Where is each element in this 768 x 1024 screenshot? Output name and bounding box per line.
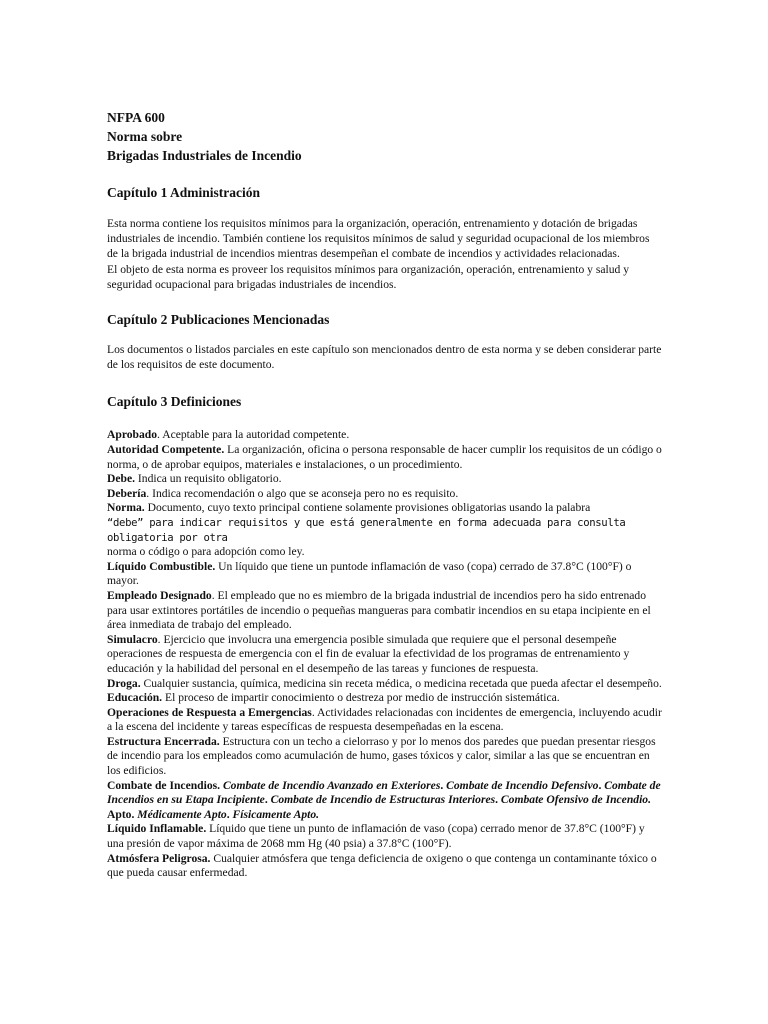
definition-subterm: Combate de Incendios en su Etapa Incipiente — [107, 778, 661, 807]
chapter-2-paragraph: Los documentos o listados parciales en este capítulo son mencionados dentro de esta norma y se deben considerar parte de los requisitos de este documento. — [107, 343, 662, 372]
definitions-list — [107, 428, 663, 880]
definition-liquido-combustible — [107, 560, 663, 589]
definition-text: . Ejercicio que involucra una emergencia posible simulada que requiere que el personal desempeñe operaciones de respuesta de emergencia con el fin de evaluar la efectividad de los programas de entrenamiento y educación y la habilidad del personal en el desempeño de las tareas y funciones de respuesta. — [107, 632, 630, 675]
definition-text: . Indica recomendación o algo que se aconseja pero no es requisito. — [146, 486, 459, 500]
definition-term: Empleado Designado — [107, 588, 212, 602]
definition-estructura-encerrada — [107, 735, 663, 779]
definition-text: norma o código o para adopción como ley. — [107, 545, 305, 559]
definition-subterm: Combate de Incendio Avanzado en Exteriores — [222, 778, 441, 792]
definition-term: Norma. — [107, 501, 145, 515]
definition-separator: . — [495, 793, 501, 807]
definition-simulacro — [107, 633, 663, 677]
definition-aprobado — [107, 428, 663, 443]
definition-term: Estructura Encerrada. — [107, 734, 220, 748]
definition-combate-incendios — [107, 779, 663, 808]
definition-atmosfera-peligrosa — [107, 852, 663, 881]
chapter-1-body — [107, 216, 663, 292]
chapter-3-heading: Capítulo 3 Definiciones — [107, 394, 242, 410]
definition-separator: . — [440, 778, 447, 792]
definition-subterm: Combate Ofensivo de Incendio. — [500, 793, 651, 807]
definition-debe — [107, 472, 663, 487]
definition-separator: . — [598, 778, 605, 792]
definition-subterm: Combate de Incendio Defensivo — [446, 778, 599, 792]
definition-term: Debería — [107, 486, 147, 500]
standard-title: Brigadas Industriales de Incendio — [107, 148, 302, 163]
standard-number: NFPA 600 — [107, 110, 165, 125]
definition-term: Combate de Incendios. — [107, 778, 221, 792]
definition-term: Apto. — [107, 807, 135, 821]
definition-subterm: Combate de Incendio de Estructuras Interiores — [270, 793, 496, 807]
definition-term: Debe. — [107, 472, 136, 486]
definition-term: Líquido Combustible. — [107, 559, 216, 573]
definition-apto — [107, 808, 663, 823]
definition-subterm: Médicamente Apto — [137, 807, 227, 821]
definition-subterm: Físicamente Apto. — [232, 807, 320, 821]
definition-text: Documento, cuyo texto principal contiene solamente provisiones obligatorias usando la palabra — [144, 501, 591, 515]
definition-empleado-designado — [107, 589, 663, 633]
definition-text: . Aceptable para la autoridad competente. — [157, 428, 350, 442]
definition-text: Indica un requisito obligatorio. — [135, 472, 282, 486]
document-title-block — [107, 108, 663, 165]
chapter-2-body — [107, 342, 663, 372]
chapter-1-heading: Capítulo 1 Administración — [107, 185, 261, 200]
chapter-1-paragraph: Esta norma contiene los requisitos mínimos para la organización, operación, entrenamiento y dotación de brigadas industriales de incendio. También contiene los requisitos mínimos de salud y seguridad ocupacional de los miembros de la brigada industrial de incendios mientras desempeñan el combate de incendios y actividades relacionadas. — [107, 217, 650, 261]
definition-term: Educación. — [107, 691, 163, 705]
definition-term: Simulacro — [107, 632, 158, 646]
definition-text: Líquido que tiene un punto de inflamación de vaso (copa) cerrado menor de 37.8°C (100°F) y una presión de vapor máxima de 2068 mm Hg (40 psia) a 37.8°C (100°F). — [107, 822, 645, 851]
definition-autoridad-competente — [107, 443, 663, 472]
definition-separator: . — [226, 807, 233, 821]
definition-text: El proceso de impartir conocimiento o destreza por medio de instrucción sistemática. — [162, 691, 560, 705]
definition-text: Estructura con un techo a cielorraso y por lo menos dos paredes que puedan presentar riesgos de incendio para los empleados como acumulación de humo, gases tóxicos y calor, similar a las que se encuentran en los edificios. — [107, 734, 656, 778]
standard-subtitle: Norma sobre — [107, 129, 183, 144]
definition-liquido-inflamable — [107, 822, 663, 851]
definition-deberia — [107, 487, 663, 502]
definition-separator: . — [264, 793, 271, 807]
definition-text: La organización, oficina o persona responsable de hacer cumplir los requisitos de un código o norma, o de aprobar equipos, materiales e instalaciones, o un procedimiento. — [107, 443, 662, 471]
definition-term: Operaciones de Respuesta a Emergencias — [107, 705, 312, 719]
definition-term: Atmósfera Peligrosa. — [107, 851, 211, 865]
document-page — [107, 108, 663, 881]
definition-norma — [107, 501, 663, 559]
definition-text: . Actividades relacionadas con incidentes de emergencia, incluyendo acudir a la escena del incidente y tareas específicas de respuesta desempeñadas en la escena. — [107, 705, 662, 734]
definition-operaciones-respuesta — [107, 706, 663, 735]
definition-term: Líquido Inflamable. — [107, 822, 207, 836]
definition-text: “debe” para indicar requisitos y que está generalmente en forma adecuada para consulta obligatoria por otra — [107, 516, 626, 544]
definition-term: Droga. — [107, 676, 141, 690]
definition-text: Un líquido que tiene un puntode inflamación de vaso (copa) cerrado de 37.8°C (100°F) o mayor. — [107, 559, 632, 588]
definition-text: Cualquier sustancia, química, medicina sin receta médica, o medicina recetada que pueda afectar el desempeño. — [140, 676, 662, 690]
chapter-1-paragraph: El objeto de esta norma es proveer los requisitos mínimos para organización, operación, entrenamiento y salud y seguridad ocupacional para brigadas industriales de incendios. — [107, 262, 629, 291]
chapter-2-heading: Capítulo 2 Publicaciones Mencionadas — [107, 312, 330, 328]
definition-term: Autoridad Competente. — [107, 443, 225, 457]
definition-term: Aprobado — [107, 428, 158, 442]
definition-educacion — [107, 691, 663, 706]
definition-text: . El empleado que no es miembro de la brigada industrial de incendios pero ha sido entrenado para usar extintores portátiles de incendio o pequeñas mangueras para combatir incendios en su etapa incipiente en el área inmediata de trabajo del empleado. — [107, 588, 651, 632]
definition-droga — [107, 677, 663, 692]
definition-text: Cualquier atmósfera que tenga deficiencia de oxigeno o que contenga un contaminante tóxico o que pueda causar enfermedad. — [107, 851, 657, 880]
